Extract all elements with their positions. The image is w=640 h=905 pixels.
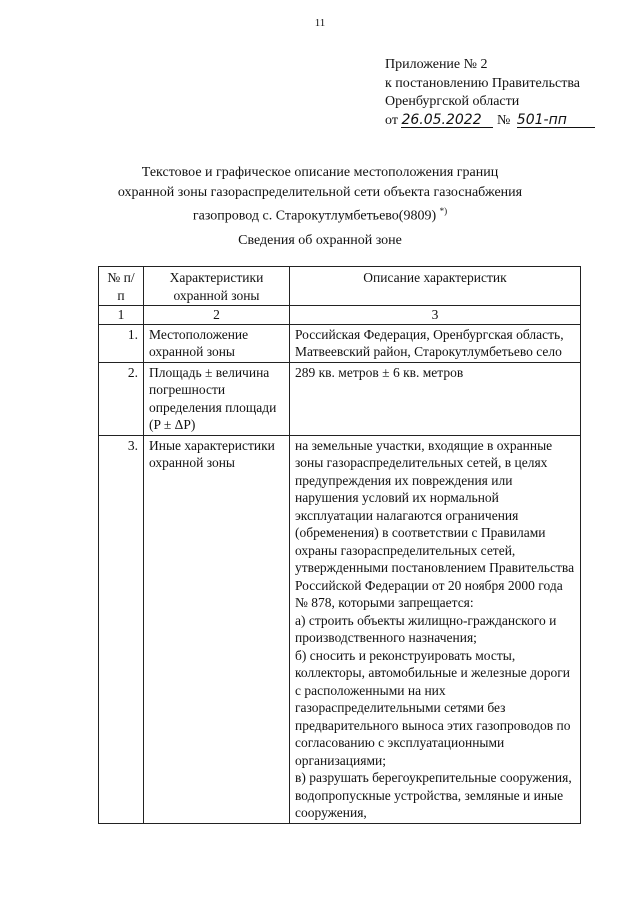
title-line-3 xyxy=(0,202,640,226)
table-row xyxy=(99,362,581,435)
row-num: 1. xyxy=(99,324,144,362)
number-label: № xyxy=(496,112,511,128)
table-header-row xyxy=(99,267,581,306)
index-cell-1: 1 xyxy=(99,306,144,325)
row-characteristic: Местоположение охранной зоны xyxy=(144,324,290,362)
document-title xyxy=(0,163,640,226)
from-label: от xyxy=(385,112,398,128)
row-characteristic: Иные характеристики охранной зоны xyxy=(144,435,290,823)
handwritten-date: 26.05.2022 xyxy=(401,113,493,128)
appendix-line-1: Приложение № 2 xyxy=(385,57,488,72)
table-index-row xyxy=(99,306,581,325)
page-number: 11 xyxy=(314,17,326,29)
appendix-line-2: к постановлению Правительства xyxy=(385,75,581,91)
row-num: 3. xyxy=(99,435,144,823)
handwritten-number: 501-пп xyxy=(517,113,595,128)
row-num: 2. xyxy=(99,362,144,435)
appendix-date-line xyxy=(385,112,595,131)
restriction-item-c: в) разрушать берегоукрепительные сооружения, водопропускные устройства, земляные и иные сооружения, xyxy=(295,770,572,820)
row-description xyxy=(290,435,581,823)
title-line-1: Текстовое и графическое описание местоположения границ xyxy=(141,165,499,180)
footnote-mark: *) xyxy=(439,206,448,216)
restriction-item-a: а) строить объекты жилищно-гражданского и производственного назначения; xyxy=(295,612,557,645)
header-description: Описание характеристик xyxy=(290,267,581,306)
title-line-2: охранной зоны газораспределительной сети объекта газоснабжения xyxy=(117,184,523,200)
index-cell-2: 2 xyxy=(144,306,290,325)
row-characteristic: Площадь ± величина погрешности определения площади (P ± ΔP) xyxy=(144,362,290,435)
protection-zone-table xyxy=(98,266,581,824)
restrictions-intro: на земельные участки, входящие в охранные зоны газораспределительных сетей, в целях предупреждения их повреждения или нарушения условий их нормальной эксплуатации налагаются ограничения (обременения) в соответствии с Правилами охраны газораспределительных сетей, утвержденными постановлением Правительства Российской Федерации от 20 ноября 2000 года № 878, которыми запрещается: xyxy=(295,437,575,610)
appendix-line-3: Оренбургской области xyxy=(385,94,520,109)
restriction-item-b: б) сносить и реконструировать мосты, коллекторы, автомобильные и железные дороги с расположенными на них газораспределительными сетями без предварительного выноса этих газопроводов по согласованию с эксплуатационными организациями; xyxy=(295,647,571,768)
header-characteristics: Характеристики охранной зоны xyxy=(144,267,290,306)
index-cell-3: 3 xyxy=(290,306,581,325)
row-description: 289 кв. метров ± 6 кв. метров xyxy=(290,362,581,435)
table-row xyxy=(99,324,581,362)
header-num: № п/п xyxy=(99,267,144,306)
appendix-block xyxy=(385,56,595,130)
row-description: Российская Федерация, Оренбургская область, Матвеевский район, Старокутлумбетьево село xyxy=(290,324,581,362)
section-title: Сведения об охранной зоне xyxy=(238,233,402,248)
table-row xyxy=(99,435,581,823)
title-line-3-text: газопровод с. Старокутлумбетьево(9809) xyxy=(192,208,437,224)
